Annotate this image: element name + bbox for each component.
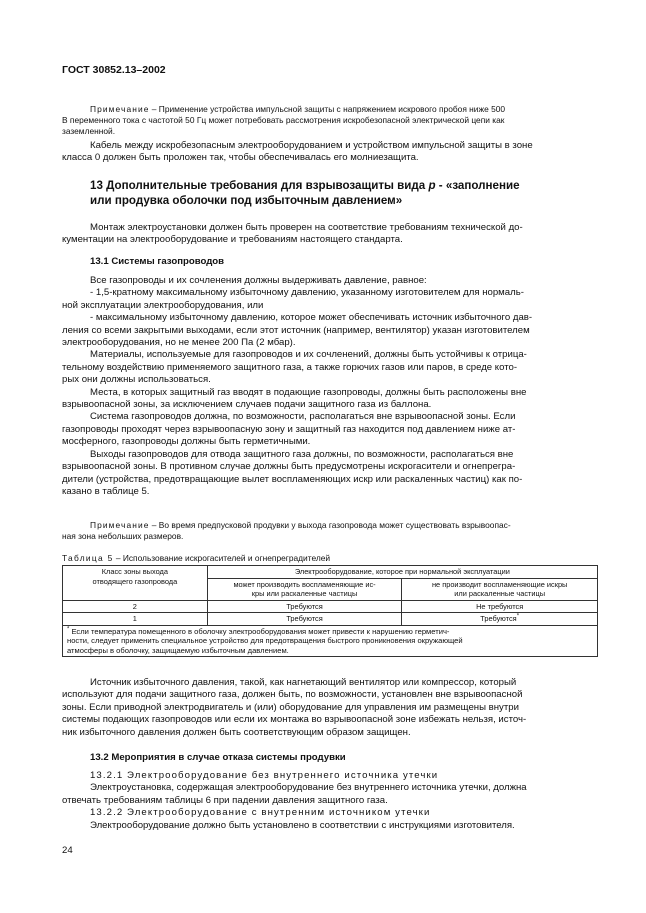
standard-code: ГОСТ 30852.13–2002 xyxy=(62,64,166,76)
subsection-13-2-heading: 13.2 Мероприятия в случае отказа системы продувки xyxy=(90,752,346,763)
note-label: Примечание xyxy=(90,104,150,114)
section-13-intro: Монтаж электроустановки должен быть проверен на соответствие требованиям технической до- кументации на электрооборудование и требованиям настоящего стандарта. xyxy=(62,222,523,246)
subsection-13-2-body: 13.2.1 Электрооборудование без внутреннего источника утечки Электроустановка, содержащая электрооборудование без внутреннего источника утечки, должна отвечать требованиям таблицы 6 при падении давления защитного газа. 13.2.2 Электрооборудование с внутренним источником утечки Электрооборудование должно быть установлено в соответствии с инструкциями изготовителя. xyxy=(62,770,598,832)
clause-13-2-2-title: 13.2.2 Электрооборудование с внутренним источником утечки xyxy=(90,807,431,819)
subsection-13-1-body: Все газопроводы и их сочленения должны выдерживать давление, равное: - 1,5-кратному максимальному избыточному давлению, указанному изготовителем для нормаль- ной эксплуатации электрооборудования, или - максимальному избыточному давлению, которое может обеспечивать источник избыточного дав- ления со всеми закрытыми выходами, если этот источник (например, вентилятор) указан изготовителем электрооборудования, но не менее 200 Па (2 мбар). Материалы, используемые для газопроводов и их сочленений, должны быть устойчивы к отрица- тельному воздействию применяемого защитного газа, а также горючих газов или паров, в среде кото- рых они должны использоваться. Места, в которых защитный газ вводят в подающие газопроводы, должны быть расположены вне взрывоопасной зоны, за исключением случаев подачи защитного газа из баллона. Система газопроводов должна, по возможности, располагаться вне взрывоопасной зоны. Если газопроводы проходят через взрывоопасную зону и защитный газ находится под давлением ниже ат- мосферного, газопроводы должны быть герметичными. Выходы газопроводов для отвода защитного газа должны, по возможности, располагаться вне взрывоопасной зоны. В противном случае должны быть предусмотрены искрогасители и огнепрегра- дители (устройства, предотвращающие вылет воспламеняющих искр или раскаленных частиц) как по- казано в таблице 5. xyxy=(62,275,533,497)
note-pre-start-purge: Примечание – Во время предпусковой продувки у выхода газопровода может существовать взрывоопас- ная зона небольших размеров. xyxy=(62,520,511,541)
pressure-source-paragraph: Источник избыточного давления, такой, как нагнетающий вентилятор или компрессор, который используют для подачи защитного газа, должен быть, по возможности, установлен вне взрывоопасной зоны. Если приводной электродвигатель и (или) оборудование для управления им размещены внутри системы подающих газопроводов или если их монтажа во взрывоопасной зоне избежать нельзя, источ- ник избыточного давления должен быть соответствующим образом защищен. xyxy=(62,677,527,738)
table-5 xyxy=(62,565,598,657)
table-footnote-row xyxy=(63,625,598,657)
note-label: Примечание xyxy=(90,520,150,530)
produces-sparks-header: может производить воспламеняющие ис- кры или раскаленные частицы xyxy=(207,578,402,600)
page-number: 24 xyxy=(62,845,73,856)
note-surge-protection: Примечание – Применение устройства импульсной защиты с напряжением искрового пробоя ниже 500 В переменного тока с частотой 50 Гц может потребовать рассмотрения искробезопасной электрической цепи как заземленной. xyxy=(62,104,506,136)
table-row: 1 Требуются Требуются* xyxy=(63,613,598,626)
table-row: 2 Требуются Не требуются xyxy=(63,600,598,613)
subsection-13-1-heading: 13.1 Системы газопроводов xyxy=(90,256,225,267)
equipment-group-header: Электрооборудование, которое при нормальной эксплуатации xyxy=(207,566,597,579)
clause-13-2-1-title: 13.2.1 Электрооборудование без внутреннего источника утечки xyxy=(90,770,439,781)
table-footnote: * Если температура помещенного в оболочку электрооборудования может привести к нарушению герметич- ности, следует применить специальное устройство для предотвращения быстрого проникновения окружающей атмосферы в оболочку, защищаемую избыточным давлением. xyxy=(63,625,598,657)
no-sparks-header: не производит воспламеняющие искры или раскаленные частицы xyxy=(402,578,598,600)
section-13-heading: 13 Дополнительные требования для взрывозащиты вида p - «заполнение или продувка оболочки под избыточным давлением» xyxy=(90,179,520,207)
cable-paragraph: Кабель между искробезопасным электрооборудованием и устройством импульсной защиты в зоне класса 0 должен быть проложен так, чтобы обеспечивалась его молниезащита. xyxy=(62,140,533,164)
zone-class-header: Класс зоны выхода отводящего газопровода xyxy=(63,566,208,601)
table-5-caption: Таблица 5 – Использование искрогасителей и огнепреградителей xyxy=(62,553,331,563)
table-header-row xyxy=(63,566,598,579)
